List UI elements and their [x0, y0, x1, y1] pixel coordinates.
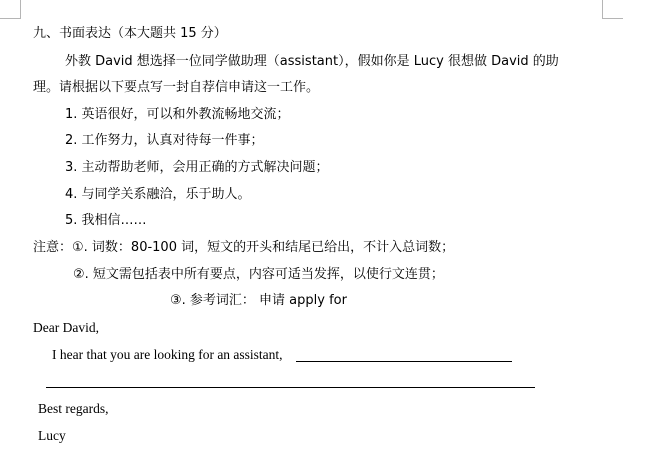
point-item-5: 5. 我相信…… [65, 213, 147, 228]
answer-blank-line-1[interactable] [296, 361, 512, 362]
point-item-2: 2. 工作努力，认真对待每一件事； [65, 133, 264, 148]
point-item-1: 1. 英语很好，可以和外教流畅地交流； [65, 107, 290, 122]
page-corner-mark-left [0, 0, 21, 19]
letter-closing: Best regards, [38, 401, 109, 416]
answer-blank-line-2[interactable] [46, 387, 535, 388]
intro-line-2: 理。请根据以下要点写一封自荐信申请这一工作。 [33, 80, 320, 95]
letter-salutation: Dear David, [33, 320, 99, 335]
page-corner-mark-right [602, 0, 623, 19]
note-2: ②. 短文需包括表中所有要点，内容可适当发挥，以使行文连贯； [73, 267, 444, 282]
letter-signature: Lucy [38, 428, 66, 443]
note-3-vocabulary: ③. 参考词汇： 申请 apply for [170, 293, 347, 308]
question-heading: 九、书面表达（本大题共 15 分） [33, 26, 227, 41]
point-item-3: 3. 主动帮助老师，会用正确的方式解决问题； [65, 160, 329, 175]
point-item-4: 4. 与同学关系融洽，乐于助人。 [65, 187, 251, 202]
intro-line-1: 外教 David 想选择一位同学做助理（assistant），假如你是 Lucy 很想做 David 的助 [65, 54, 559, 69]
note-1: 注意：①. 词数：80-100 词，短文的开头和结尾已给出，不计入总词数； [33, 240, 455, 255]
letter-opening: I hear that you are looking for an assistant, [52, 347, 283, 362]
